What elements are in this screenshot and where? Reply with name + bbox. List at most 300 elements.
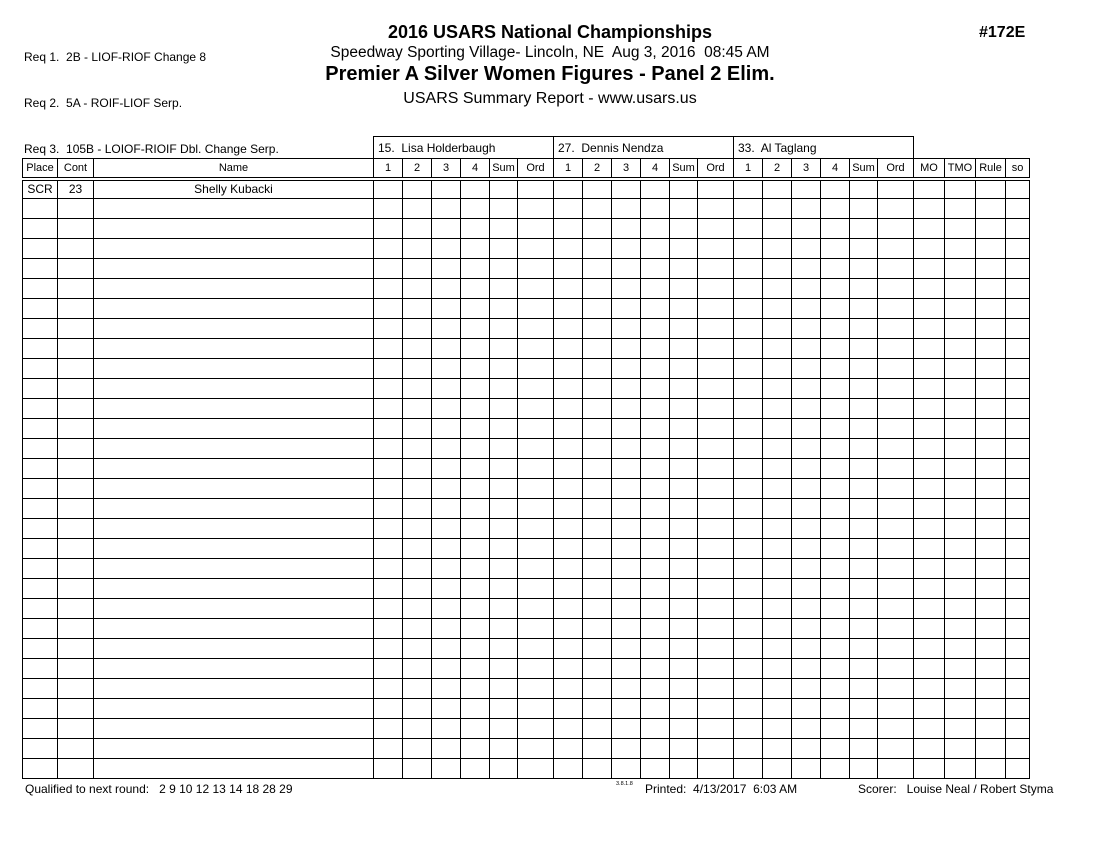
cell-judge3-3 — [792, 479, 821, 499]
cell-judge2-1 — [554, 759, 583, 779]
cell-judge1-3 — [432, 219, 461, 239]
cell-name — [94, 539, 374, 559]
cell-judge3-2 — [763, 359, 792, 379]
cell-judge2-sum — [670, 599, 698, 619]
cell-judge1-4 — [461, 279, 490, 299]
cell-judge2-4 — [641, 639, 670, 659]
cell-judge1-3 — [432, 299, 461, 319]
cell-judge2-3 — [612, 559, 641, 579]
cell-tmo — [945, 359, 976, 379]
cell-judge1-1 — [374, 579, 403, 599]
cell-judge2-1 — [554, 199, 583, 219]
cell-rule — [976, 259, 1006, 279]
cell-judge3-1 — [734, 379, 763, 399]
cell-place — [23, 319, 58, 339]
cell-judge2-ord — [698, 239, 734, 259]
cell-place — [23, 399, 58, 419]
cell-judge3-2 — [763, 399, 792, 419]
cell-judge2-4 — [641, 679, 670, 699]
cell-so — [1006, 179, 1030, 199]
cell-judge1-2 — [403, 399, 432, 419]
cell-judge3-1 — [734, 739, 763, 759]
cell-mo — [914, 179, 945, 199]
cell-judge1-3 — [432, 239, 461, 259]
cell-cont — [58, 599, 94, 619]
cell-judge2-ord — [698, 759, 734, 779]
cell-judge3-ord — [878, 699, 914, 719]
cell-judge2-2 — [583, 379, 612, 399]
cell-judge2-ord — [698, 179, 734, 199]
cell-judge3-1 — [734, 359, 763, 379]
cell-judge3-4 — [821, 299, 850, 319]
cell-so — [1006, 479, 1030, 499]
cell-judge1-ord — [518, 519, 554, 539]
judge-name-box: 15. Lisa Holderbaugh — [374, 137, 554, 159]
cell-judge3-1 — [734, 639, 763, 659]
cell-judge3-2 — [763, 199, 792, 219]
cell-judge3-sum — [850, 639, 878, 659]
cell-mo — [914, 699, 945, 719]
table-row-empty — [23, 759, 1030, 779]
cell-judge2-1 — [554, 279, 583, 299]
cell-mo — [914, 759, 945, 779]
cell-judge2-sum — [670, 359, 698, 379]
cell-judge3-1 — [734, 439, 763, 459]
cell-judge2-3 — [612, 659, 641, 679]
cell-judge2-1 — [554, 679, 583, 699]
cell-judge3-2 — [763, 499, 792, 519]
table-row-empty — [23, 379, 1030, 399]
cell-judge3-ord — [878, 439, 914, 459]
cell-judge3-4 — [821, 459, 850, 479]
cell-mo — [914, 619, 945, 639]
cell-judge1-1 — [374, 499, 403, 519]
cell-judge1-2 — [403, 519, 432, 539]
cell-judge3-1 — [734, 339, 763, 359]
cell-judge3-ord — [878, 419, 914, 439]
cell-judge3-3 — [792, 599, 821, 619]
venue-datetime-line: Speedway Sporting Village- Lincoln, NE Aug 3, 2016 08:45 AM — [330, 44, 770, 61]
cell-judge2-ord — [698, 599, 734, 619]
cell-judge1-4 — [461, 759, 490, 779]
cell-judge2-1 — [554, 479, 583, 499]
cell-judge3-ord — [878, 559, 914, 579]
cell-tmo — [945, 619, 976, 639]
cell-judge2-4 — [641, 619, 670, 639]
cell-place — [23, 539, 58, 559]
cell-cont — [58, 659, 94, 679]
cell-judge3-ord — [878, 359, 914, 379]
cell-judge1-1 — [374, 619, 403, 639]
cell-judge1-4 — [461, 659, 490, 679]
cell-tmo — [945, 279, 976, 299]
cell-judge1-sum — [490, 719, 518, 739]
cell-judge3-ord — [878, 319, 914, 339]
cell-judge2-1 — [554, 499, 583, 519]
cell-judge1-1 — [374, 319, 403, 339]
cell-so — [1006, 639, 1030, 659]
cell-judge3-ord — [878, 379, 914, 399]
cell-judge1-sum — [490, 319, 518, 339]
cell-judge3-1 — [734, 219, 763, 239]
table-row-empty — [23, 239, 1030, 259]
cell-judge2-1 — [554, 559, 583, 579]
cell-judge2-ord — [698, 659, 734, 679]
cell-cont — [58, 539, 94, 559]
cell-cont — [58, 379, 94, 399]
col-header-judge2-4: 4 — [641, 159, 670, 179]
cell-judge3-ord — [878, 299, 914, 319]
cell-rule — [976, 219, 1006, 239]
cell-judge2-4 — [641, 419, 670, 439]
table-row-empty — [23, 339, 1030, 359]
cell-mo — [914, 499, 945, 519]
cell-judge1-ord — [518, 459, 554, 479]
col-header-judge1-3: 3 — [432, 159, 461, 179]
report-number: #172E — [979, 24, 1026, 41]
cell-so — [1006, 319, 1030, 339]
cell-judge3-4 — [821, 759, 850, 779]
cell-judge2-4 — [641, 699, 670, 719]
cell-name — [94, 619, 374, 639]
cell-mo — [914, 359, 945, 379]
cell-judge1-4 — [461, 399, 490, 419]
table-row-empty — [23, 539, 1030, 559]
cell-judge3-sum — [850, 179, 878, 199]
cell-judge3-1 — [734, 519, 763, 539]
cell-so — [1006, 239, 1030, 259]
cell-judge2-3 — [612, 179, 641, 199]
cell-judge2-1 — [554, 359, 583, 379]
cell-judge3-4 — [821, 719, 850, 739]
cell-tmo — [945, 399, 976, 419]
cell-judge2-ord — [698, 439, 734, 459]
cell-judge2-3 — [612, 339, 641, 359]
cell-judge3-sum — [850, 759, 878, 779]
cell-judge2-1 — [554, 699, 583, 719]
cell-judge2-3 — [612, 579, 641, 599]
cell-rule — [976, 499, 1006, 519]
cell-judge1-sum — [490, 299, 518, 319]
cell-judge3-1 — [734, 619, 763, 639]
cell-judge2-2 — [583, 519, 612, 539]
report-type-line: USARS Summary Report - www.usars.us — [403, 90, 697, 107]
cell-judge1-sum — [490, 219, 518, 239]
cell-judge1-sum — [490, 759, 518, 779]
cell-mo — [914, 519, 945, 539]
table-row-empty — [23, 439, 1030, 459]
cell-judge3-3 — [792, 419, 821, 439]
cell-judge1-2 — [403, 579, 432, 599]
cell-judge2-3 — [612, 319, 641, 339]
cell-judge2-1 — [554, 459, 583, 479]
col-header-place: Place — [23, 159, 58, 179]
table-row-empty — [23, 459, 1030, 479]
table-row-empty — [23, 259, 1030, 279]
cell-rule — [976, 379, 1006, 399]
cell-judge2-3 — [612, 599, 641, 619]
cell-judge2-3 — [612, 639, 641, 659]
cell-cont — [58, 199, 94, 219]
cell-judge1-ord — [518, 479, 554, 499]
cell-tmo — [945, 499, 976, 519]
cell-judge3-sum — [850, 379, 878, 399]
cell-place — [23, 599, 58, 619]
cell-judge3-2 — [763, 659, 792, 679]
cell-judge3-sum — [850, 279, 878, 299]
cell-judge3-ord — [878, 679, 914, 699]
cell-judge1-4 — [461, 219, 490, 239]
cell-judge1-3 — [432, 539, 461, 559]
cell-judge1-sum — [490, 479, 518, 499]
cell-judge3-2 — [763, 379, 792, 399]
cell-rule — [976, 679, 1006, 699]
cell-judge3-ord — [878, 499, 914, 519]
cell-judge2-4 — [641, 379, 670, 399]
cell-judge3-sum — [850, 319, 878, 339]
cell-mo — [914, 579, 945, 599]
cell-name — [94, 259, 374, 279]
cell-judge1-sum — [490, 619, 518, 639]
cell-name: Shelly Kubacki — [94, 179, 374, 199]
cell-judge3-ord — [878, 239, 914, 259]
cell-judge2-3 — [612, 379, 641, 399]
cell-judge2-2 — [583, 599, 612, 619]
cell-judge2-2 — [583, 479, 612, 499]
cell-judge2-2 — [583, 319, 612, 339]
cell-place — [23, 259, 58, 279]
cell-rule — [976, 359, 1006, 379]
cell-judge1-2 — [403, 419, 432, 439]
cell-judge3-ord — [878, 739, 914, 759]
table-row-empty — [23, 719, 1030, 739]
cell-judge1-3 — [432, 619, 461, 639]
cell-judge2-1 — [554, 179, 583, 199]
cell-judge2-ord — [698, 339, 734, 359]
cell-name — [94, 439, 374, 459]
cell-place — [23, 219, 58, 239]
cell-judge3-1 — [734, 299, 763, 319]
cell-judge3-3 — [792, 559, 821, 579]
cell-judge3-3 — [792, 539, 821, 559]
cell-so — [1006, 519, 1030, 539]
cell-judge3-sum — [850, 219, 878, 239]
cell-mo — [914, 339, 945, 359]
cell-judge3-3 — [792, 659, 821, 679]
cell-judge3-2 — [763, 539, 792, 559]
cell-judge2-4 — [641, 239, 670, 259]
cell-judge2-sum — [670, 539, 698, 559]
cell-judge1-2 — [403, 759, 432, 779]
cell-judge2-sum — [670, 259, 698, 279]
cell-judge1-3 — [432, 679, 461, 699]
cell-judge1-ord — [518, 739, 554, 759]
scorer-line: Scorer: Louise Neal / Robert Styma — [858, 782, 1054, 796]
cell-judge2-1 — [554, 739, 583, 759]
cell-judge3-4 — [821, 279, 850, 299]
cell-judge1-ord — [518, 679, 554, 699]
cell-judge2-sum — [670, 719, 698, 739]
cell-judge2-2 — [583, 279, 612, 299]
cell-so — [1006, 679, 1030, 699]
col-header-so: so — [1006, 159, 1030, 179]
cell-rule — [976, 619, 1006, 639]
cell-judge3-1 — [734, 259, 763, 279]
cell-mo — [914, 239, 945, 259]
cell-judge1-2 — [403, 639, 432, 659]
cell-cont — [58, 359, 94, 379]
table-row-empty — [23, 279, 1030, 299]
cell-judge1-2 — [403, 619, 432, 639]
cell-judge1-1 — [374, 179, 403, 199]
cell-cont — [58, 259, 94, 279]
cell-judge2-ord — [698, 419, 734, 439]
cell-judge1-2 — [403, 539, 432, 559]
cell-judge2-1 — [554, 659, 583, 679]
cell-tmo — [945, 239, 976, 259]
cell-judge2-ord — [698, 699, 734, 719]
cell-judge1-1 — [374, 299, 403, 319]
cell-judge1-3 — [432, 599, 461, 619]
cell-judge1-4 — [461, 259, 490, 279]
cell-so — [1006, 259, 1030, 279]
cell-judge3-2 — [763, 419, 792, 439]
cell-judge3-4 — [821, 379, 850, 399]
cell-judge2-3 — [612, 699, 641, 719]
cell-judge2-2 — [583, 699, 612, 719]
cell-judge2-2 — [583, 339, 612, 359]
cell-cont — [58, 319, 94, 339]
cell-cont — [58, 459, 94, 479]
cell-name — [94, 219, 374, 239]
cell-place — [23, 499, 58, 519]
col-header-cont: Cont — [58, 159, 94, 179]
cell-judge3-1 — [734, 599, 763, 619]
cell-so — [1006, 539, 1030, 559]
cell-rule — [976, 319, 1006, 339]
cell-judge3-3 — [792, 699, 821, 719]
cell-judge3-4 — [821, 659, 850, 679]
cell-rule — [976, 459, 1006, 479]
cell-judge3-1 — [734, 659, 763, 679]
cell-cont — [58, 479, 94, 499]
cell-tmo — [945, 479, 976, 499]
col-header-judge1-4: 4 — [461, 159, 490, 179]
cell-judge2-sum — [670, 439, 698, 459]
cell-so — [1006, 379, 1030, 399]
cell-place — [23, 439, 58, 459]
cell-judge3-ord — [878, 599, 914, 619]
cell-judge1-ord — [518, 639, 554, 659]
cell-judge2-2 — [583, 499, 612, 519]
cell-judge3-1 — [734, 759, 763, 779]
cell-judge3-4 — [821, 499, 850, 519]
cell-judge3-1 — [734, 539, 763, 559]
col-header-judge1-sum: Sum — [490, 159, 518, 179]
cell-tmo — [945, 699, 976, 719]
cell-judge3-sum — [850, 739, 878, 759]
cell-judge2-4 — [641, 599, 670, 619]
cell-judge2-sum — [670, 739, 698, 759]
table-row-empty — [23, 619, 1030, 639]
table-row-empty — [23, 699, 1030, 719]
cell-judge1-3 — [432, 279, 461, 299]
cell-judge3-1 — [734, 479, 763, 499]
cell-so — [1006, 499, 1030, 519]
cell-cont — [58, 499, 94, 519]
cell-judge2-1 — [554, 379, 583, 399]
cell-judge3-4 — [821, 259, 850, 279]
col-header-mo: MO — [914, 159, 945, 179]
cell-judge1-ord — [518, 499, 554, 519]
cell-rule — [976, 659, 1006, 679]
cell-judge2-sum — [670, 559, 698, 579]
cell-rule — [976, 719, 1006, 739]
cell-judge1-sum — [490, 499, 518, 519]
col-header-name: Name — [94, 159, 374, 179]
cell-judge3-2 — [763, 579, 792, 599]
cell-judge2-ord — [698, 719, 734, 739]
cell-judge3-3 — [792, 719, 821, 739]
cell-judge3-4 — [821, 699, 850, 719]
cell-judge1-ord — [518, 319, 554, 339]
cell-judge3-3 — [792, 759, 821, 779]
cell-tmo — [945, 199, 976, 219]
cell-judge3-4 — [821, 679, 850, 699]
cell-judge2-ord — [698, 739, 734, 759]
cell-judge3-sum — [850, 499, 878, 519]
cell-judge2-4 — [641, 179, 670, 199]
cell-judge3-2 — [763, 559, 792, 579]
cell-judge2-4 — [641, 499, 670, 519]
cell-cont — [58, 519, 94, 539]
cell-mo — [914, 639, 945, 659]
cell-tmo — [945, 219, 976, 239]
cell-judge2-ord — [698, 379, 734, 399]
cell-judge2-3 — [612, 739, 641, 759]
cell-judge3-4 — [821, 419, 850, 439]
cell-judge2-ord — [698, 319, 734, 339]
cell-tmo — [945, 379, 976, 399]
cell-judge1-ord — [518, 219, 554, 239]
cell-judge2-1 — [554, 439, 583, 459]
table-row-empty — [23, 659, 1030, 679]
cell-judge2-ord — [698, 619, 734, 639]
cell-judge1-1 — [374, 539, 403, 559]
cell-judge2-4 — [641, 319, 670, 339]
cell-rule — [976, 699, 1006, 719]
cell-judge3-2 — [763, 239, 792, 259]
cell-judge1-3 — [432, 519, 461, 539]
cell-rule — [976, 179, 1006, 199]
cell-judge1-ord — [518, 599, 554, 619]
cell-judge1-ord — [518, 379, 554, 399]
cell-judge3-3 — [792, 439, 821, 459]
event-title: Premier A Silver Women Figures - Panel 2 Elim. — [325, 63, 775, 85]
cell-judge1-4 — [461, 299, 490, 319]
cell-judge1-ord — [518, 539, 554, 559]
cell-judge1-sum — [490, 239, 518, 259]
cell-judge2-1 — [554, 419, 583, 439]
cell-judge2-4 — [641, 359, 670, 379]
cell-cont — [58, 739, 94, 759]
cell-cont — [58, 639, 94, 659]
cell-so — [1006, 299, 1030, 319]
cell-judge3-sum — [850, 419, 878, 439]
cell-judge2-ord — [698, 459, 734, 479]
table-row-entry — [23, 179, 1030, 199]
cell-judge2-2 — [583, 199, 612, 219]
